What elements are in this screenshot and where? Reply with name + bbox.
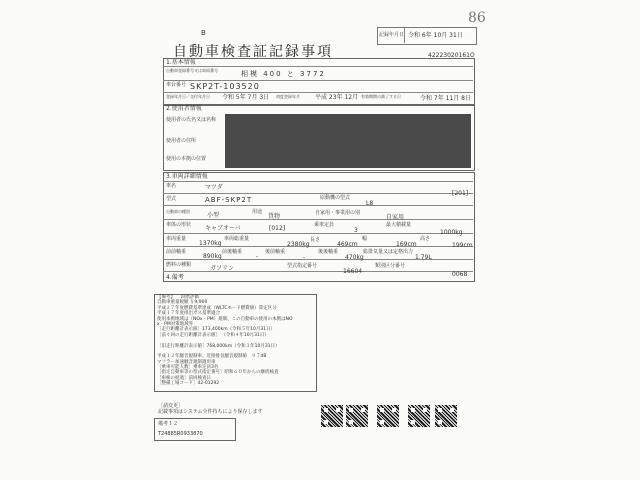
section-user: 2.使用者情報	[166, 105, 202, 112]
width-label: 幅	[362, 236, 368, 242]
displacement-value: 1.79L	[415, 254, 432, 261]
small-mark: B	[201, 29, 206, 37]
capacity-label: 乗車定員	[314, 222, 335, 228]
make-code: [201]	[452, 190, 469, 197]
fuel-value: ガソリン	[210, 265, 235, 272]
reg-label: 自動車登録番号又は車両番号	[166, 68, 218, 73]
rear-front-value: -	[303, 254, 306, 261]
user-address-label: 使用者の住所	[166, 138, 197, 144]
notes-line: ［走行距離計表示値］173,400km（令和５年10月31日）	[157, 327, 276, 333]
length-label: 長さ	[310, 237, 321, 243]
location-label: 使用の本拠の位置	[166, 156, 207, 162]
use-value: 貨物	[268, 213, 281, 220]
width-value: 169cm	[396, 241, 417, 248]
body-code: [012]	[269, 225, 286, 232]
notes-line: 平成２７年度燃費基準達成（WLTCモード燃費値）算定区分	[157, 305, 277, 311]
serial-number: 42223020161O	[428, 52, 475, 59]
kind-value: 小型	[207, 212, 220, 219]
section-vehicle: 3.車両詳細情報	[166, 173, 208, 180]
divider	[163, 66, 473, 67]
purpose-label: 自家用・事業用の別	[315, 210, 361, 216]
category-value: 0068	[452, 271, 468, 278]
weight-label: 車両重量	[166, 236, 187, 242]
qr-code	[377, 405, 399, 427]
redacted-user-info	[225, 114, 471, 168]
notes-line: ［旧走行距離計表示値］768,000km（令和３年10月31日）	[157, 343, 280, 349]
purpose-value: 自家用	[386, 214, 405, 221]
body-value: キャブオーバ	[205, 225, 241, 232]
divider	[163, 205, 473, 206]
rear-front-label: 後前軸重	[265, 249, 286, 255]
height-label: 高さ	[420, 236, 431, 242]
rear-axle-value: 470kg	[345, 254, 364, 261]
handwritten-number: 86	[468, 10, 486, 26]
expiry-label: 有効期間の満了する日	[361, 94, 401, 99]
gross-label: 車両総重量	[224, 236, 250, 242]
capacity-value: 3	[354, 227, 358, 234]
front-axle-value: 890kg	[203, 253, 222, 260]
category-label: 類別区分番号	[375, 263, 406, 269]
make-value: マツダ	[205, 184, 223, 191]
notes-list	[157, 296, 313, 388]
use-label: 用途	[252, 209, 263, 215]
notes-line: 自動車重量税額 ￥9,900	[157, 300, 208, 306]
footer-label: ［諸変更］	[158, 403, 184, 409]
gross-value: 2380kg	[287, 241, 310, 248]
extra-label: 備考Ｉ２	[158, 421, 179, 427]
engine-value: L8	[366, 200, 374, 207]
divider	[163, 193, 473, 194]
section-basic: 1.基本情報	[166, 59, 196, 66]
reg-date-value: 令和 5年 7月 3日	[222, 94, 270, 101]
engine-label: 原動機の型式	[320, 195, 351, 201]
notes-line: 【備考】 段階評価	[157, 295, 199, 300]
extra-code: T24885R0933870	[158, 431, 203, 437]
first-reg-label: 初度登録年月	[276, 94, 300, 99]
divider	[163, 219, 473, 220]
length-value: 469cm	[337, 241, 358, 248]
qr-code	[321, 405, 343, 427]
divider	[163, 181, 473, 182]
expiry-value: 令和 7年 11月 8日	[420, 95, 471, 102]
designation-label: 型式指定番号	[287, 263, 318, 269]
qr-code	[408, 405, 430, 427]
qr-code	[346, 405, 368, 427]
first-reg-value: 平成 23年 12月	[315, 94, 359, 101]
divider	[163, 80, 473, 81]
notes-line: ［前々回の走行距離計表示値］ （令和４年10月31日）	[157, 332, 269, 338]
section-notes: 4.備考	[166, 274, 184, 281]
notes-line: 平成１７年度排出ガス基準適合	[157, 311, 220, 317]
footer-text: 記載事項はシステム全件持ちにより保存します	[158, 409, 263, 415]
divider	[163, 233, 473, 234]
fuel-label: 燃料の種類	[166, 262, 192, 268]
notes-line: ［指定自動車等の型式指定番号］昭和６０年からの継続検査	[157, 370, 279, 376]
notes-line: ［乗車可能人数］乗車定員3名	[157, 365, 219, 371]
notes-line: マフラー加速騒音規制適用車	[157, 359, 216, 365]
qr-code	[435, 405, 457, 427]
chassis-label: 車台番号	[166, 82, 187, 88]
notes-line: ［整備工場コード］42-01292	[157, 381, 220, 387]
displacement-label: 総排気量又は定格出力	[363, 249, 414, 255]
front-axle-label: 前前軸重	[166, 249, 187, 255]
make-label: 車名	[166, 183, 177, 189]
model-value: ABF-SKP2T	[205, 196, 253, 204]
divider	[404, 28, 405, 43]
height-value: 199cm	[452, 242, 473, 249]
weight-value: 1370kg	[199, 240, 222, 247]
front2-label: 前後軸重	[222, 249, 243, 255]
designation-value: 16604	[343, 268, 363, 275]
kind-label: 自動車の種別	[166, 209, 190, 214]
issue-date-value: 令和 6年 10月 31日	[408, 32, 463, 39]
issue-date-label: 記録年月日	[379, 32, 405, 38]
front2-value: -	[256, 253, 259, 260]
chassis-value: SKP2T-103520	[190, 82, 260, 91]
reg-value: 相模 400 と 3772	[241, 70, 326, 78]
notes-line: 平成１２年騒音規制車、近接排気騒音規制値 ９７dB	[157, 354, 267, 360]
notes-line: 使用本拠地域は（NOx・PM）規制、この自動車の使用の本拠はNO	[157, 316, 293, 322]
divider	[163, 92, 473, 93]
max-load-value: 1000kg	[440, 229, 463, 236]
document-title: 自動車検査証記録事項	[173, 44, 333, 60]
max-load-label: 最大積載量	[386, 222, 412, 228]
notes-line: ［車検の経過］前回検査日	[157, 375, 211, 381]
rear-axle-label: 後後軸重	[318, 249, 339, 255]
owner-label: 使用者の氏名又は名称	[166, 117, 217, 123]
model-label: 型式	[166, 196, 177, 202]
body-label: 車体の形状	[166, 222, 192, 228]
reg-date-label: 登録年月日／交付年月日	[166, 94, 210, 99]
notes-line: x・PM対策地域外	[157, 321, 194, 327]
